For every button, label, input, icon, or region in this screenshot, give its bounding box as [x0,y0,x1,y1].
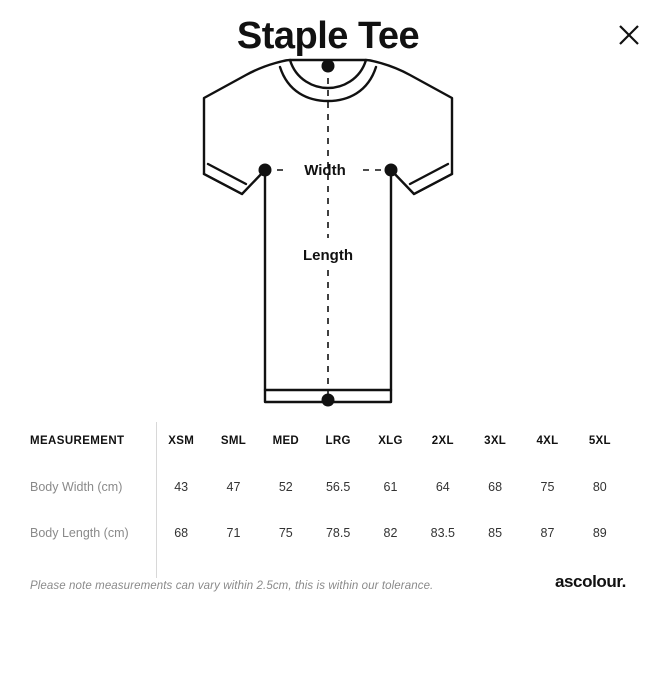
header-size-2xl: 2XL [431,434,454,447]
cell-body-width-4xl: 75 [540,479,555,494]
length-label: Length [303,246,353,264]
cell-body-width-5xl: 80 [592,479,607,494]
row-label-body-length: Body Length (cm) [30,525,129,540]
cell-body-length-sml: 71 [226,525,241,540]
tshirt-illustration [118,58,538,418]
width-point-left [259,163,272,176]
table-row [30,464,626,510]
header-size-4xl: 4XL [536,434,559,447]
cell-body-length-3xl: 85 [488,525,503,540]
cell-body-width-lrg: 56.5 [325,479,351,494]
header-size-sml: SML [220,434,247,447]
header-size-lrg: LRG [325,434,351,447]
cell-body-length-med: 75 [278,525,293,540]
page-title: Staple Tee [236,15,420,57]
close-icon [618,24,640,46]
length-point-bottom [322,393,335,406]
width-label: Width [304,161,346,179]
cell-body-length-5xl: 89 [592,525,607,540]
header-size-5xl: 5XL [588,434,611,447]
header-size-3xl: 3XL [484,434,507,447]
header-size-xsm: XSM [168,434,195,447]
cell-body-width-xsm: 43 [174,479,189,494]
size-table-area [0,418,656,556]
width-point-right [385,163,398,176]
cell-body-length-xsm: 68 [174,525,189,540]
cell-body-width-med: 52 [278,479,293,494]
size-table [30,418,626,556]
table-divider [156,422,157,578]
cell-body-width-3xl: 68 [488,479,503,494]
header-size-med: MED [272,434,300,447]
cell-body-width-sml: 47 [226,479,241,494]
brand-logo: ascolour. [554,571,626,591]
length-point-top [322,59,335,72]
cell-body-length-xlg: 82 [383,525,398,540]
cell-body-length-4xl: 87 [540,525,555,540]
tolerance-note: Please note measurements can vary within 2.5cm, this is within our tolerance. [30,579,434,592]
header-size-xlg: XLG [378,434,403,447]
tshirt-diagram [0,58,656,418]
close-button[interactable] [614,20,644,50]
header-measurement: MEASUREMENT [30,434,125,447]
footer [0,556,656,592]
row-label-body-width: Body Width (cm) [30,479,123,494]
cell-body-width-2xl: 64 [435,479,450,494]
table-row [30,510,626,556]
cell-body-length-2xl: 83.5 [430,525,455,540]
cell-body-width-xlg: 61 [383,479,398,494]
cell-body-length-lrg: 78.5 [325,525,351,540]
table-header-row [30,418,626,464]
